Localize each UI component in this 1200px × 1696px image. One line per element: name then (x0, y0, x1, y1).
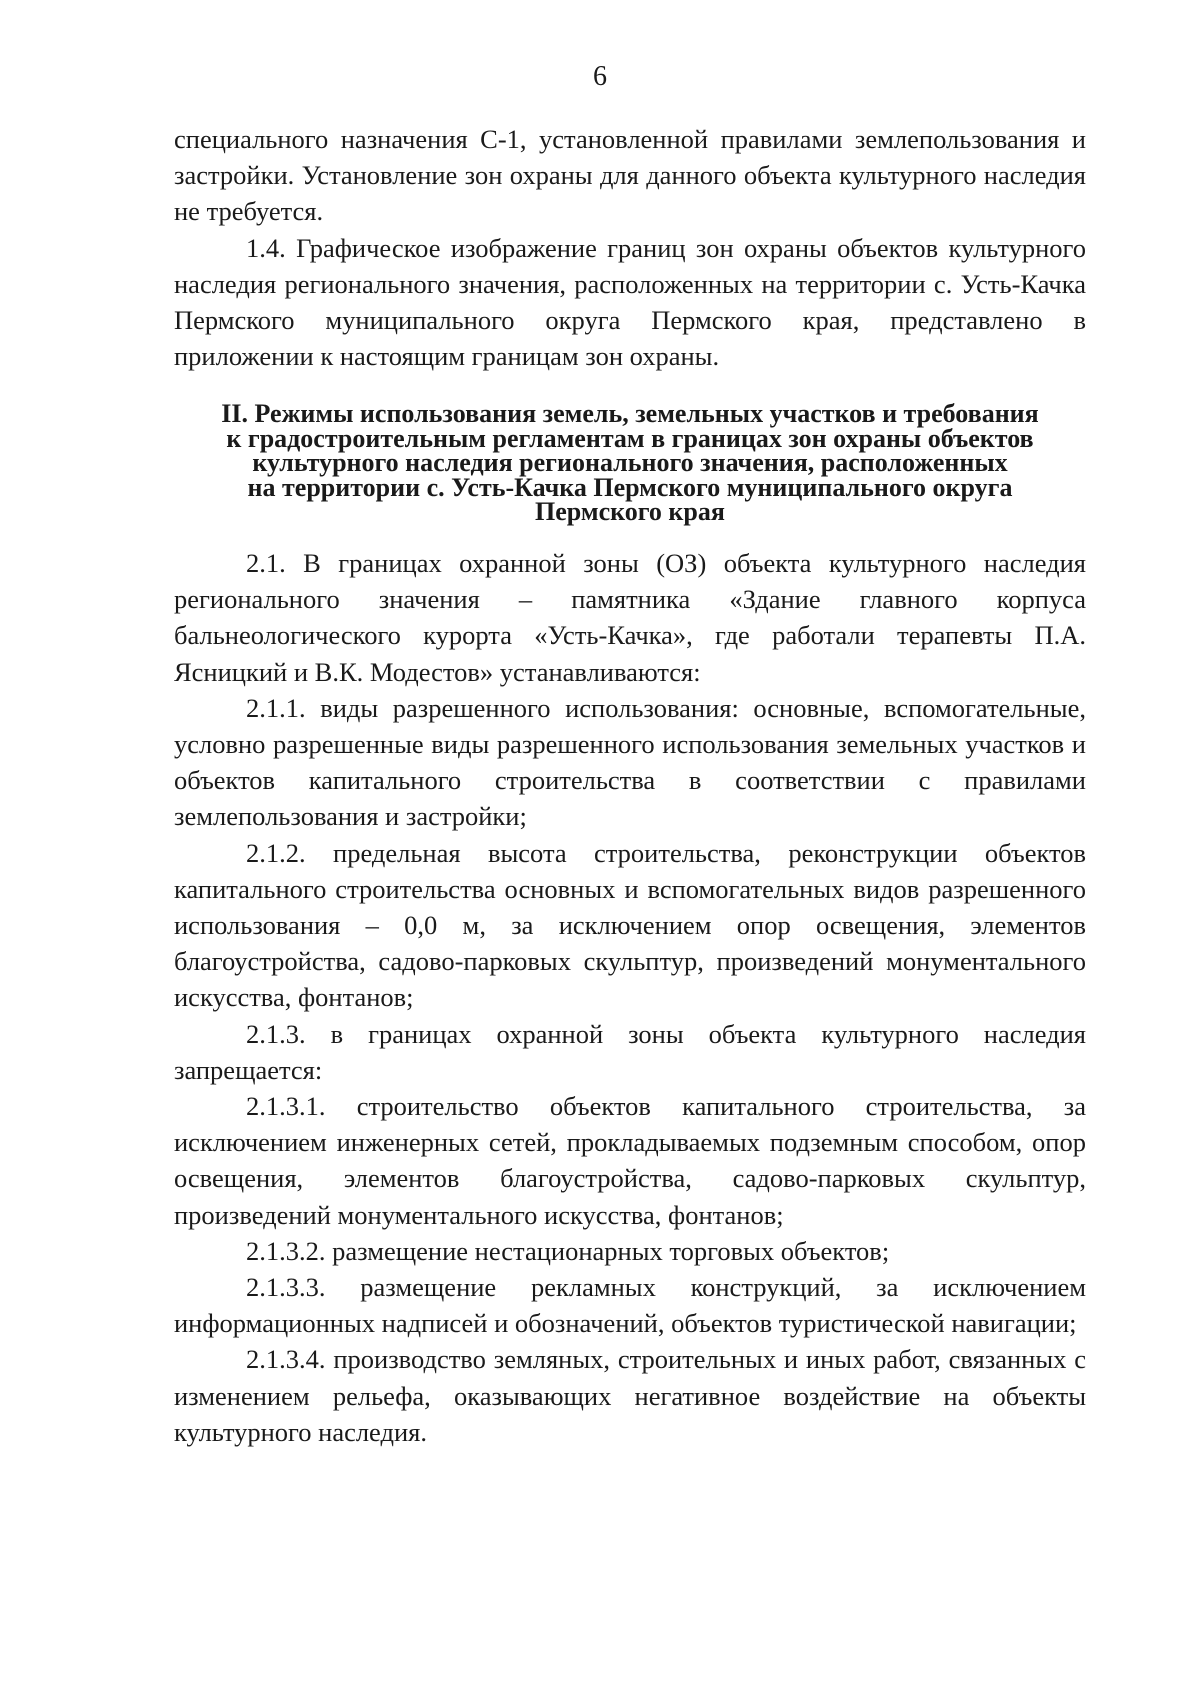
paragraph-1-4: 1.4. Графическое изображение границ зон охраны объектов культурного наследия регионального значения, расположенных на территории с. Усть-Качка Пермского муниципального округа Пермского края, представлено в приложении к настоящим границам зон охраны. (174, 232, 1086, 372)
paragraph-2-1-3-1: 2.1.3.1. строительство объектов капитального строительства, за исключением инженерных сетей, прокладываемых подземным способом, опор освещения, элементов благоустройства, садово-парковых скульптур, произведений монументального искусства, фонтанов; (174, 1090, 1086, 1230)
page-number: 6 (593, 61, 607, 92)
paragraph-continuation: специального назначения С-1, установленной правилами землепользования и застройки. Установление зон охраны для данного объекта культурного наследия не требуется. (174, 124, 1086, 227)
paragraph-2-1-2: 2.1.2. предельная высота строительства, реконструкции объектов капитального строительства основных и вспомогательных видов разрешенного использования – 0,0 м, за исключением опор освещения, элементов благоустройства, садово-парковых скульптур, произведений монументального искусства, фонтанов; (174, 837, 1086, 1013)
section-heading-line: культурного наследия регионального значения, расположенных (252, 448, 1008, 478)
paragraph-2-1: 2.1. В границах охранной зоны (ОЗ) объекта культурного наследия регионального значения – памятника «Здание главного корпуса бальнеологического курорта «Усть-Качка», где работали терапевты П.А. Ясницкий и В.К. Модестов» устанавливаются: (174, 547, 1086, 687)
document-body (174, 121, 1086, 1450)
paragraph-2-1-3: 2.1.3. в границах охранной зоны объекта культурного наследия запрещается: (174, 1018, 1086, 1085)
paragraph-2-1-3-3: 2.1.3.3. размещение рекламных конструкций, за исключением информационных надписей и обозначений, объектов туристической навигации; (174, 1271, 1086, 1339)
section-heading-line: Пермского края (535, 497, 725, 527)
section-heading-line: к градостроительным регламентам в границах зон охраны объектов (226, 423, 1034, 453)
paragraph-2-1-3-4: 2.1.3.4. производство земляных, строительных и иных работ, связанных с изменением рельефа, оказывающих негативное воздействие на объекты культурного наследия. (174, 1344, 1086, 1447)
paragraph-2-1-1: 2.1.1. виды разрешенного использования: основные, вспомогательные, условно разрешенные виды разрешенного использования земельных участков и объектов капитального строительства в соответствии с правилами землепользования и застройки; (174, 692, 1086, 832)
paragraph-2-1-3-2: 2.1.3.2. размещение нестационарных торговых объектов; (246, 1235, 890, 1266)
section-heading-line: II. Режимы использования земель, земельных участков и требования (221, 399, 1039, 429)
section-heading-line: на территории с. Усть-Качка Пермского муниципального округа (247, 472, 1013, 502)
section-heading (174, 399, 1086, 527)
